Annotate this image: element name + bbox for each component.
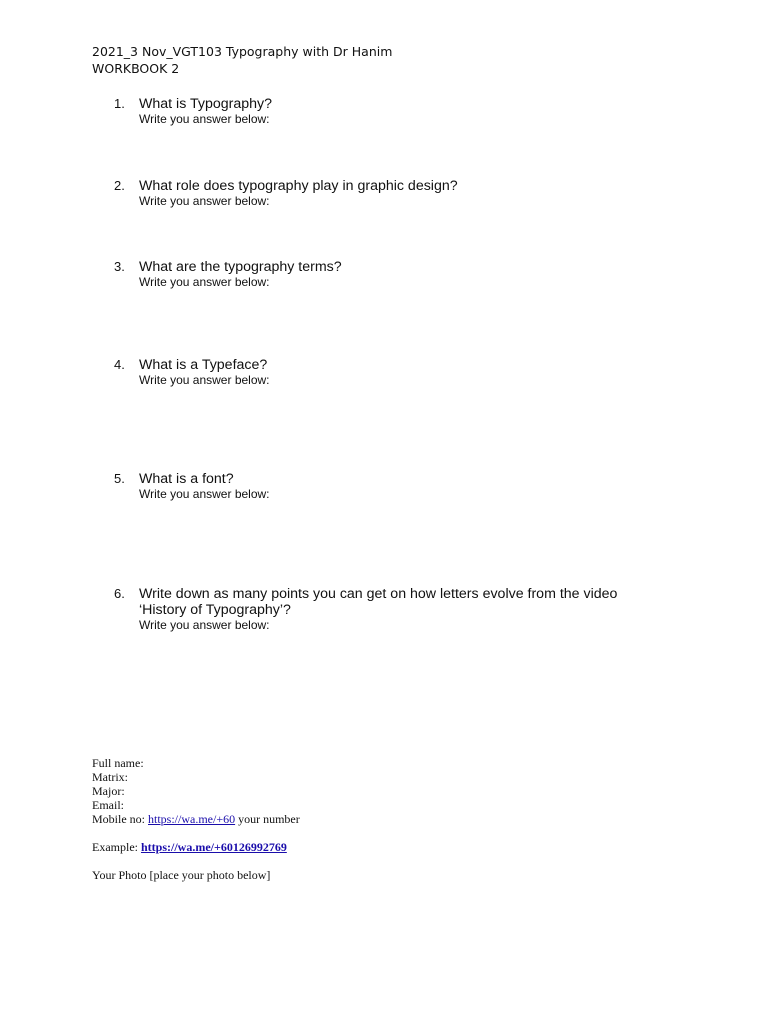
mobile-label: Mobile no:	[92, 812, 145, 826]
major-label: Major:	[92, 784, 125, 798]
question-text-continued: ‘History of Typography’?	[139, 602, 291, 618]
photo-instruction: Your Photo [place your photo below]	[92, 868, 271, 882]
question-number: 6.	[114, 586, 125, 601]
question-text: Write down as many points you can get on how letters evolve from the video	[139, 586, 618, 602]
example-link[interactable]: https://wa.me/+60126992769	[140, 840, 287, 854]
question-number: 5.	[114, 471, 125, 486]
question-text: What are the typography terms?	[139, 259, 342, 275]
question-2	[114, 178, 458, 208]
question-text: What is a Typeface?	[139, 357, 268, 373]
question-number: 2.	[114, 178, 125, 193]
question-3	[114, 259, 342, 289]
answer-instruction: Write you answer below:	[139, 618, 270, 632]
mobile-line	[92, 812, 300, 826]
answer-instruction: Write you answer below:	[139, 373, 270, 387]
answer-instruction: Write you answer below:	[139, 112, 270, 126]
question-number: 4.	[114, 357, 125, 372]
question-number: 3.	[114, 259, 125, 274]
question-text: What role does typography play in graphic design?	[139, 178, 458, 194]
document-header	[92, 43, 392, 77]
question-text: What is Typography?	[139, 96, 273, 112]
example-label: Example:	[92, 840, 138, 854]
workbook-title: WORKBOOK 2	[92, 61, 180, 76]
answer-instruction: Write you answer below:	[139, 487, 270, 501]
mobile-link[interactable]: https://wa.me/+60	[148, 812, 236, 826]
question-1	[114, 96, 272, 126]
full-name-label: Full name:	[92, 756, 144, 770]
answer-instruction: Write you answer below:	[139, 275, 270, 289]
matrix-label: Matrix:	[92, 770, 128, 784]
mobile-suffix: your number	[238, 812, 300, 826]
answer-instruction: Write you answer below:	[139, 194, 270, 208]
question-number: 1.	[114, 96, 125, 111]
course-title: 2021_3 Nov_VGT103 Typography with Dr Hanim	[92, 44, 393, 59]
question-6	[114, 586, 617, 632]
email-label: Email:	[92, 798, 124, 812]
example-line	[92, 840, 287, 854]
question-text: What is a font?	[139, 471, 234, 487]
student-info	[92, 756, 300, 826]
question-4	[114, 357, 270, 387]
question-5	[114, 471, 270, 501]
